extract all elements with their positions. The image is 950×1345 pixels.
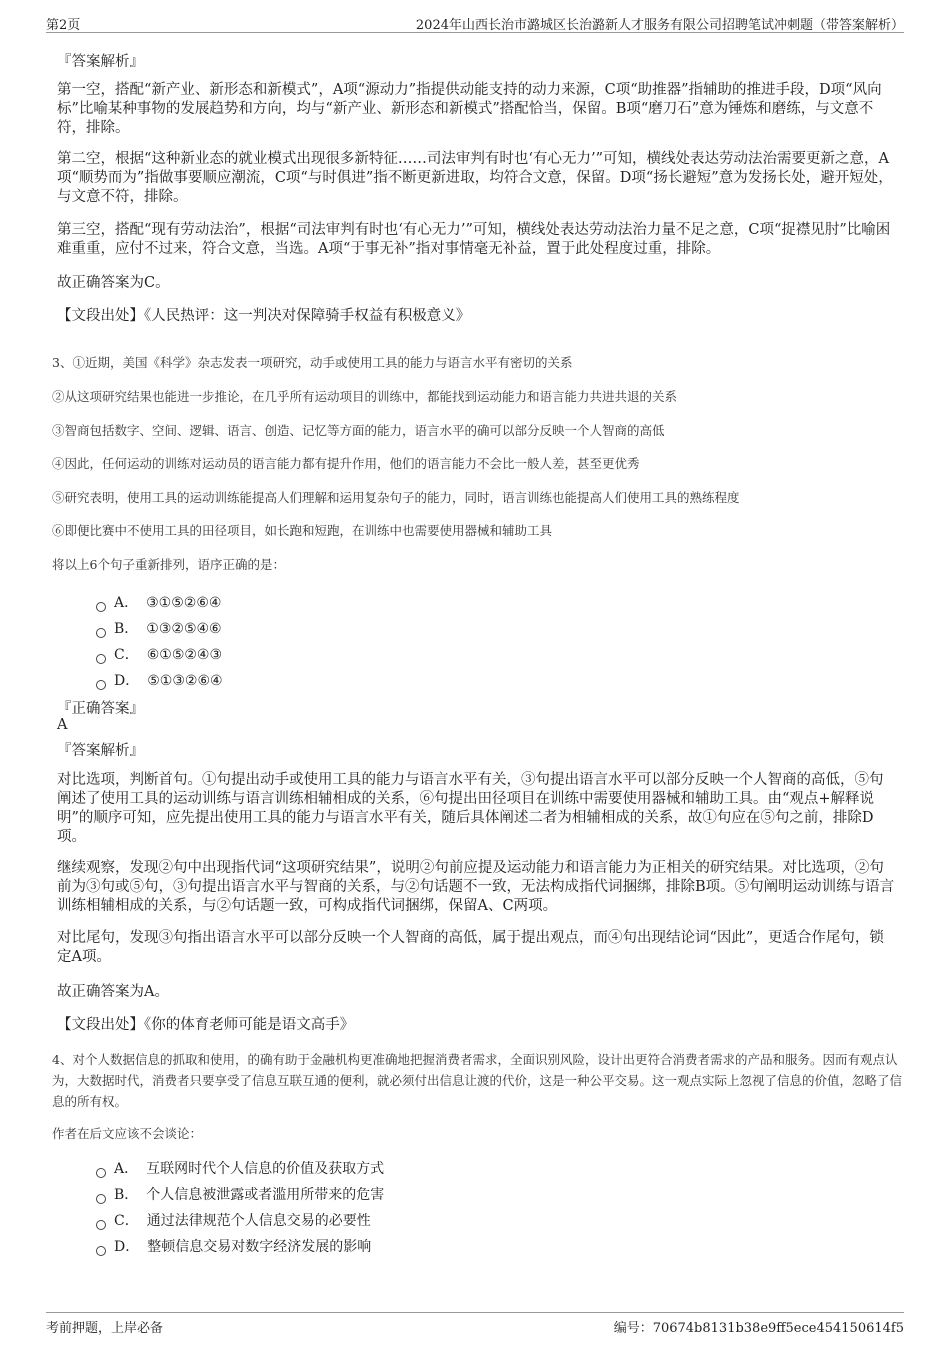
q2-answer-conclusion: 故正确答案为C。 xyxy=(57,275,170,291)
q3-prompt: 将以上6个句子重新排列，语序正确的是： xyxy=(52,557,285,572)
document-title: 2024年山西长治市潞城区长治潞新人才服务有限公司招聘笔试冲刺题（带答案解析） xyxy=(415,18,904,33)
radio-icon[interactable] xyxy=(96,602,106,612)
q4-option-c[interactable]: C． 通过法律规范个人信息交易的必要性 xyxy=(96,1210,371,1230)
radio-icon[interactable] xyxy=(96,654,106,664)
radio-icon[interactable] xyxy=(96,680,106,690)
q3-option-d[interactable]: D． ⑤①③②⑥④ xyxy=(96,670,223,690)
q3-sentence-6: ⑥即便比赛中不使用工具的田径项目，如长跑和短跑，在训练中也需要使用器械和辅助工具 xyxy=(52,523,553,538)
radio-icon[interactable] xyxy=(96,628,106,638)
q3-analysis-label: 『答案解析』 xyxy=(57,743,144,759)
q4-prompt: 作者在后文应该不会谈论： xyxy=(52,1126,203,1141)
radio-icon[interactable] xyxy=(96,1168,106,1178)
q3-answer-label: 『正确答案』 xyxy=(57,701,144,717)
q3-analysis-paragraph-1: 对比选项，判断首句。①句提出动手或使用工具的能力与语言水平有关，③句提出语言水平可以部分反映一个人智商的高低，⑤句阐述了使用工具的运动训练与语言训练相辅相成的关系，⑥句提出田径项目在训练中需要使用器械和辅助工具。由“观点+解释说明”的顺序可知，应先提出使用工具的能力与语言水平有关，随后具体阐述二者为相辅相成的关系，故①句应在⑤句之前，排除D项。 xyxy=(57,772,884,845)
q3-answer-conclusion: 故正确答案为A。 xyxy=(57,984,169,1000)
q2-analysis-paragraph-3: 第三空，搭配“现有劳动法治”，根据“司法审判有时也‘有心无力’”可知，横线处表达劳动法治力量不足之意，C项“捉襟见肘”比喻困难重重，应付不过来，符合文意，当选。A项“于事无补”指对事情毫无补益，置于此处程度过重，排除。 xyxy=(57,222,891,257)
q3-source: 【文段出处】《你的体育老师可能是语文高手》 xyxy=(57,1017,355,1033)
q3-sentence-1: 3、①近期，美国《科学》杂志发表一项研究，动手或使用工具的能力与语言水平有密切的关系 xyxy=(52,355,573,370)
q3-sentence-4: ④因此，任何运动的训练对运动员的语言能力都有提升作用，他们的语言能力不会比一般人差，甚至更优秀 xyxy=(52,456,640,471)
q3-sentence-2: ②从这项研究结果也能进一步推论，在几乎所有运动项目的训练中，都能找到运动能力和语言能力共进共退的关系 xyxy=(52,389,678,404)
q3-analysis-paragraph-2: 继续观察，发现②句中出现指代词“这项研究结果”，说明②句前应提及运动能力和语言能力为正相关的研究结果。对比选项，②句前为③句或⑤句，③句提出语言水平与智商的关系，与②句话题不一致，无法构成指代词捆绑，排除B项。⑤句阐明运动训练与语言训练相辅相成的关系，与②句话题一致，可构成指代词捆绑，保留A、C两项。 xyxy=(57,860,895,914)
document-id: 编号：70674b8131b38e9ff5ece454150614f5 xyxy=(613,1321,904,1336)
q3-option-c[interactable]: C． ⑥①⑤②④③ xyxy=(96,644,222,664)
q2-analysis-paragraph-2: 第二空，根据“这种新业态的就业模式出现很多新特征……司法审判有时也‘有心无力’”可知，横线处表达劳动法治需要更新之意，A项“顺势而为”指做事要顺应潮流，C项“与时俱进”指不断更新进取，均符合文意，保留。D项“扬长避短”意为发扬长处，避开短处，与文意不符，排除。 xyxy=(57,151,893,205)
footer-slogan: 考前押题，上岸必备 xyxy=(46,1321,164,1336)
q3-option-b[interactable]: B． ①③②⑤④⑥ xyxy=(96,618,222,638)
q4-stem: 4、对个人数据信息的抓取和使用，的确有助于金融机构更准确地把握消费者需求，全面识别风险，设计出更符合消费者需求的产品和服务。因而有观点认为，大数据时代，消费者只要享受了信息互联互通的便利，就必须付出信息让渡的代价，这是一种公平交易。这一观点实际上忽视了信息的价值，忽略了信息的所有权。 xyxy=(52,1052,903,1109)
q3-sentence-3: ③智商包括数字、空间、逻辑、语言、创造、记忆等方面的能力，语言水平的确可以部分反映一个人智商的高低 xyxy=(52,423,665,438)
q3-analysis-paragraph-3: 对比尾句，发现③句指出语言水平可以部分反映一个人智商的高低，属于提出观点，而④句出现结论词“因此”，更适合作尾句，锁定A项。 xyxy=(57,930,884,965)
radio-icon[interactable] xyxy=(96,1194,106,1204)
page-number: 第2页 xyxy=(46,18,81,33)
page-footer xyxy=(46,1312,904,1336)
q4-option-d[interactable]: D． 整顿信息交易对数字经济发展的影响 xyxy=(96,1236,371,1256)
page-header xyxy=(46,12,904,33)
q2-analysis-paragraph-1: 第一空，搭配“新产业、新形态和新模式”，A项“源动力”指提供动能支持的动力来源，C项“助推器”指辅助的推进手段，D项“风向标”比喻某种事物的发展趋势和方向，均与“新产业、新形态和新模式”搭配恰当，保留。B项“磨刀石”意为锤炼和磨练，与文意不符，排除。 xyxy=(57,82,882,136)
q3-answer: A xyxy=(57,717,68,733)
q3-sentence-5: ⑤研究表明，使用工具的运动训练能提高人们理解和运用复杂句子的能力，同时，语言训练也能提高人们使用工具的熟练程度 xyxy=(52,490,740,505)
q3-option-a[interactable]: A． ③①⑤②⑥④ xyxy=(96,592,221,612)
q4-option-b[interactable]: B． 个人信息被泄露或者滥用所带来的危害 xyxy=(96,1184,384,1204)
q2-source: 【文段出处】《人民热评：这一判决对保障骑手权益有积极意义》 xyxy=(57,308,471,324)
q4-option-a[interactable]: A． 互联网时代个人信息的价值及获取方式 xyxy=(96,1158,384,1178)
q2-analysis-label: 『答案解析』 xyxy=(57,54,144,70)
radio-icon[interactable] xyxy=(96,1220,106,1230)
radio-icon[interactable] xyxy=(96,1246,106,1256)
